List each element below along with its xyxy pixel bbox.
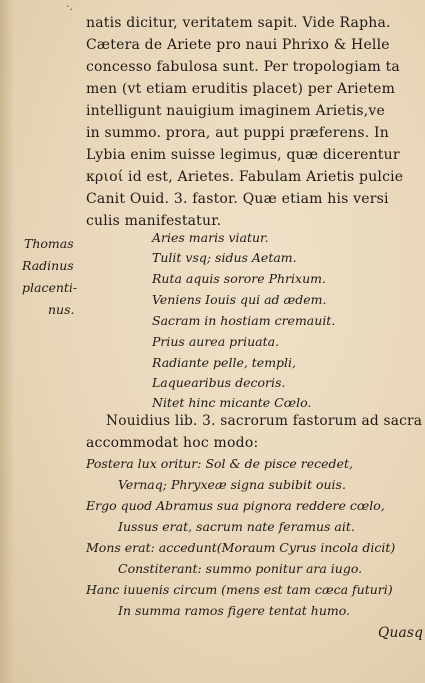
prose-line: culis manifestatur. (86, 213, 222, 229)
verse-line: Mons erat: accedunt(Moraum Cyrus incola dicit) (86, 540, 396, 555)
margin-note-line: nus. (48, 302, 75, 317)
verse-line: Aries maris viatur. (152, 230, 269, 245)
verse-line: Hanc iuuenis circum (mens est tam cæca futuri) (86, 582, 393, 597)
verse-line: In summa ramos figere tentat humo. (118, 603, 351, 618)
page-gutter-shadow (0, 0, 14, 683)
prose-line: concesso fabulosa sunt. Per tropologiam ta (86, 59, 400, 75)
verse-line: Laquearibus decoris. (152, 375, 286, 390)
verse-line: Iussus erat, sacrum nate feramus ait. (118, 519, 355, 534)
verse-line: Vernaq; Phryxeæ signa subibit ouis. (118, 477, 346, 492)
margin-note-line: Thomas (24, 236, 74, 251)
catchword: Quasq (378, 625, 424, 641)
verse-line: Nitet hinc micante Cœlo. (152, 395, 312, 410)
top-margin-mark: ·. (66, 0, 73, 13)
verse-line: Ruta aquis sorore Phrixum. (152, 271, 326, 286)
prose-line: accommodat hoc modo: (86, 435, 259, 451)
prose-line: in summo. prora, aut puppi præferens. In (86, 125, 389, 141)
verse-line: Ergo quod Abramus sua pignora reddere cœlo, (86, 498, 385, 513)
verse-line: Constiterant: summo ponitur ara iugo. (118, 561, 363, 576)
margin-note-line: placenti- (22, 280, 78, 295)
prose-line: Canit Ouid. 3. fastor. Quæ etiam his versi (86, 191, 389, 207)
prose-line: intelligunt nauigium imaginem Arietis,ve (86, 103, 386, 119)
verse-line: Tulit vsq; sidus Aetam. (152, 250, 297, 265)
verse-line: Veniens Iouis qui ad ædem. (152, 292, 327, 307)
verse-line: Sacram in hostiam cremauit. (152, 313, 336, 328)
prose-line: Nouidius lib. 3. sacrorum fastorum ad sacra (106, 413, 423, 429)
verse-line: Prius aurea priuata. (152, 334, 280, 349)
prose-line: κριοί id est, Arietes. Fabulam Arietis pulcie (86, 169, 404, 185)
verse-line: Radiante pelle, templi, (152, 355, 297, 370)
prose-line: Cætera de Ariete pro naui Phrixo & Helle (86, 37, 390, 53)
prose-line: Lybia enim suisse legimus, quæ dicerentur (86, 147, 400, 163)
margin-note-line: Radinus (22, 258, 74, 273)
verse-line: Postera lux oritur: Sol & de pisce recedet, (86, 456, 353, 471)
prose-line: natis dicitur, veritatem sapit. Vide Rapha. (86, 15, 391, 31)
prose-line: men (vt etiam eruditis placet) per Arietem (86, 81, 396, 97)
